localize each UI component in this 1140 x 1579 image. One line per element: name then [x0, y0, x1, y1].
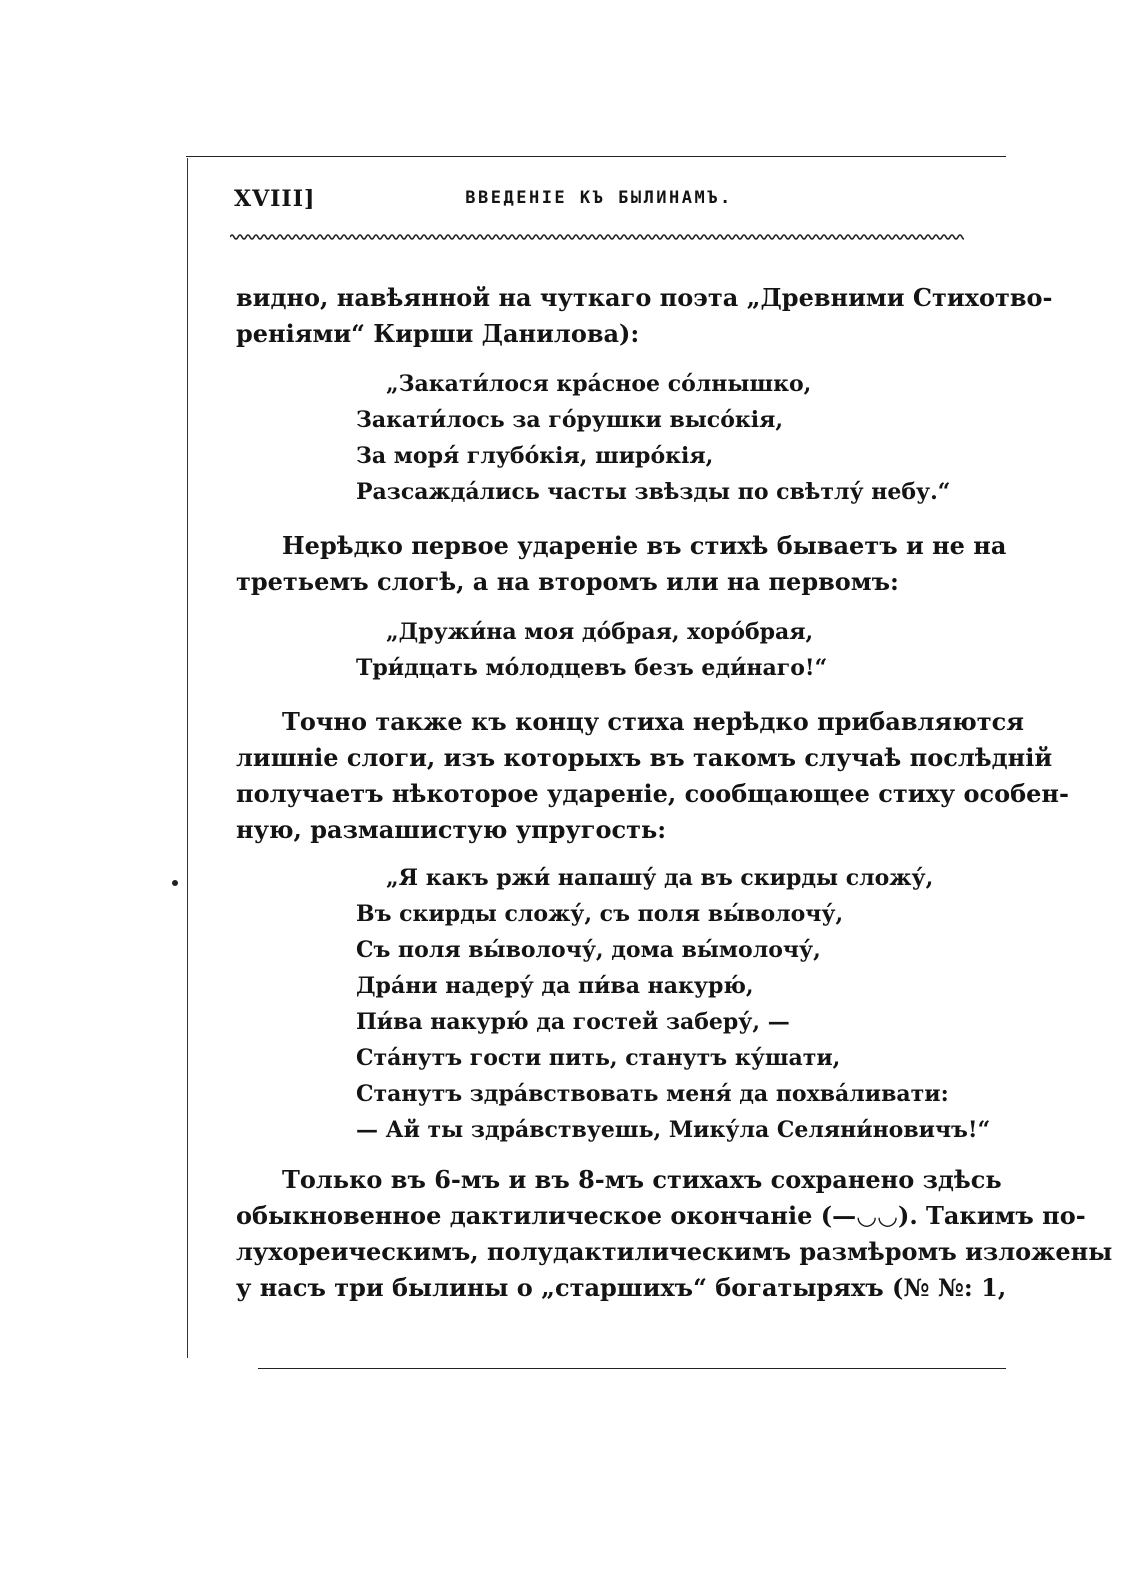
margin-dot	[172, 880, 178, 886]
text-line: ную, размашистую упругость:	[236, 815, 667, 844]
verse-line: Три́дцать мо́лодцевъ безъ еди́наго!“	[356, 655, 828, 681]
verse-line: Разсажда́лись часты звѣзды по свѣтлу́ небу.“	[356, 479, 951, 505]
verse-line: „Дружи́на моя до́брая, хоро́брая,	[386, 619, 814, 645]
wavy-divider	[230, 230, 964, 244]
paragraph-1	[236, 280, 1053, 352]
verse-line: Пи́ва накурю́ да гостей заберу́, —	[356, 1009, 790, 1035]
text-line: обыкновенное дактилическое окончаніе (—◡◡). Такимъ по-	[236, 1201, 1086, 1230]
verse-1	[356, 366, 950, 510]
text-line: третьемъ слогѣ, а на второмъ или на первомъ:	[236, 567, 899, 596]
verse-line: Закати́лось за го́рушки высо́кія,	[356, 407, 784, 433]
top-rule	[186, 156, 1006, 157]
verse-2	[356, 614, 827, 686]
paragraph-4	[236, 1162, 1113, 1306]
verse-line: Съ поля вы́волочу́, дома вы́молочу́,	[356, 937, 821, 963]
verse-line: Ста́нутъ гости пить, станутъ ку́шати,	[356, 1045, 841, 1071]
text-line: получаетъ нѣкоторое удареніе, сообщающее стиху особен-	[236, 779, 1069, 808]
verse-line: „Закати́лося кра́сное со́лнышко,	[386, 371, 812, 397]
left-margin-line	[187, 158, 188, 1358]
running-title: ВВЕДЕНІЕ КЪ БЫЛИНАМЪ.	[465, 188, 733, 208]
paragraph-3	[236, 704, 1069, 848]
verse-line: „Я какъ ржи́ напашу́ да въ скирды сложу́,	[386, 865, 934, 891]
text-line: Только въ 6-мъ и въ 8-мъ стихахъ сохранено здѣсь	[282, 1165, 1002, 1194]
text-line: видно, навѣянной на чуткаго поэта „Древними Стихотво-	[236, 283, 1053, 312]
text-line: лишніе слоги, изъ которыхъ въ такомъ случаѣ послѣдній	[236, 743, 1053, 772]
bottom-rule	[258, 1368, 1006, 1369]
verse-line: За моря́ глубо́кія, широ́кія,	[356, 443, 714, 469]
verse-line: Станутъ здра́вствовать меня́ да похва́ливати:	[356, 1081, 949, 1107]
verse-line: Дра́ни надеру́ да пи́ва накурю́,	[356, 973, 754, 999]
text-line: лухореическимъ, полудактилическимъ размѣромъ изложены	[236, 1237, 1113, 1266]
page-number: XVIII]	[234, 186, 316, 212]
text-line: Нерѣдко первое удареніе въ стихѣ бываетъ и не на	[282, 531, 1007, 560]
page-header	[234, 186, 964, 220]
verse-3	[356, 860, 990, 1148]
text-line: реніями“ Кирши Данилова):	[236, 319, 640, 348]
verse-line: — Ай ты здра́вствуешь, Мику́ла Селяни́новичъ!“	[356, 1117, 991, 1143]
text-line: у насъ три былины о „старшихъ“ богатыряхъ (№ №: 1,	[236, 1273, 1007, 1302]
text-line: Точно также къ концу стиха нерѣдко прибавляются	[282, 707, 1024, 736]
paragraph-2	[236, 528, 1007, 600]
verse-line: Въ скирды сложу́, съ поля вы́волочу́,	[356, 901, 844, 927]
